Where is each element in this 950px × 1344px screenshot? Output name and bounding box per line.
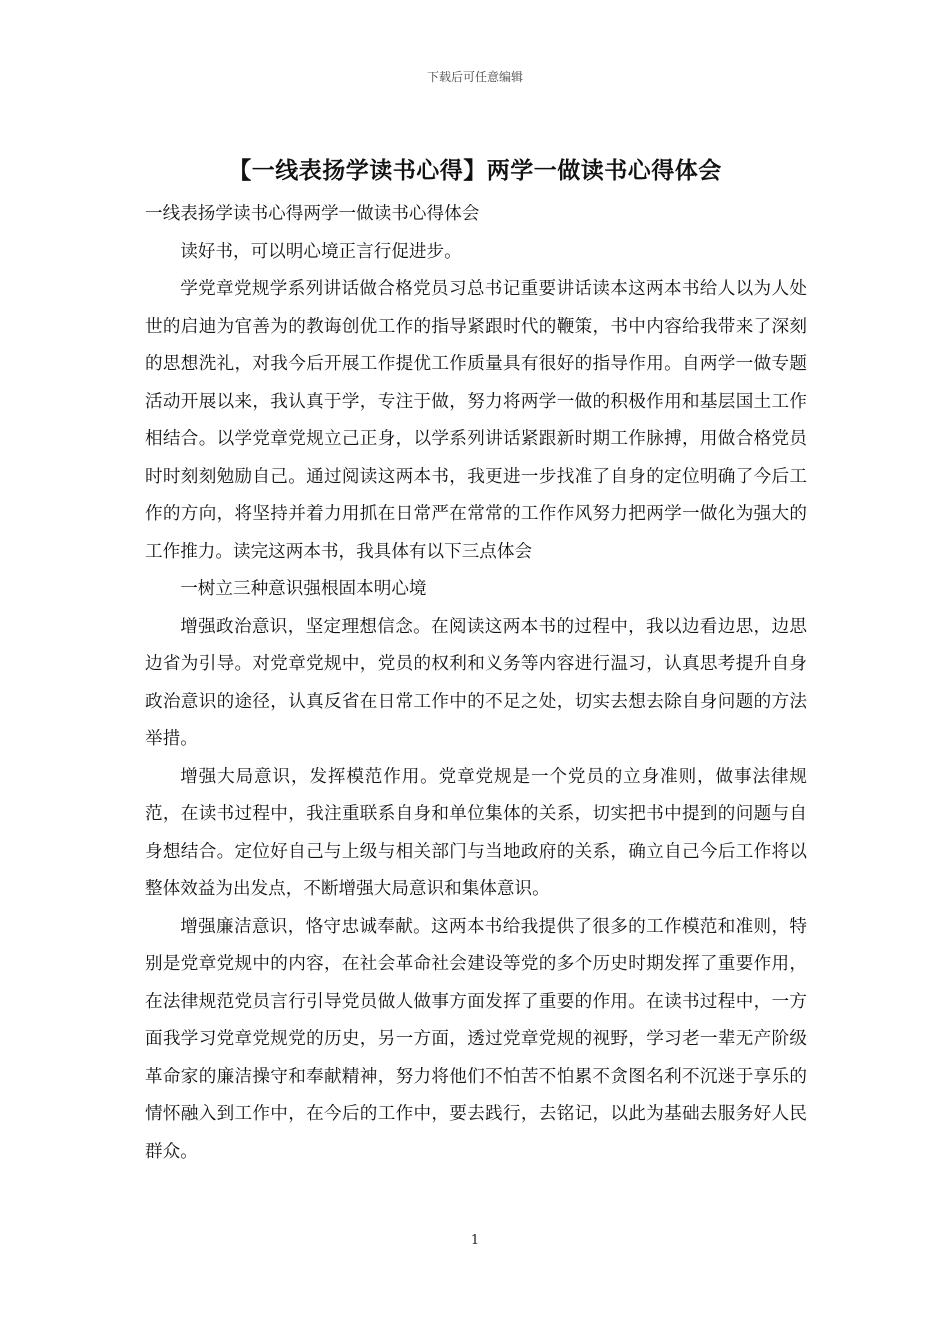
page-number: 1 [470,1233,480,1248]
document-title: 【一线表扬学读书心得】两学一做读书心得体会 [228,157,722,184]
document-body [145,196,807,1171]
body-paragraph: 增强廉洁意识，恪守忠诚奉献。这两本书给我提供了很多的工作模范和准则，特别是党章党规中的内容，在社会革命社会建设等党的多个历史时期发挥了重要作用，在法律规范党员言行引导党员做人做事方面发挥了重要的作用。在读书过程中，一方面我学习党章党规党的历史，另一方面，透过党章党规的视野，学习老一辈无产阶级革命家的廉洁操守和奉献精神，努力将他们不怕苦不怕累不贪图名利不沉迷于享乐的情怀融入到工作中，在今后的工作中，要去践行，去铭记，以此为基础去服务好人民群众。 [145,916,807,1162]
body-paragraph: 读好书，可以明心境正言行促进步。 [180,241,462,262]
subtitle-paragraph: 一线表扬学读书心得两学一做读书心得体会 [145,204,480,224]
section-heading: 一树立三种意识强根固本明心境 [180,579,427,599]
body-paragraph: 增强大局意识，发挥模范作用。党章党规是一个党员的立身准则，做事法律规范，在读书过程中，我注重联系自身和单位集体的关系，切实把书中提到的问题与自身想结合。定位好自己与上级与相关部门与当地政府的关系，确立自己今后工作将以整体效益为出发点，不断增强大局意识和集体意识。 [145,766,807,899]
body-paragraph: 学党章党规学系列讲话做合格党员习总书记重要讲话读本这两本书给人以为人处世的启迪为官善为的教诲创优工作的指导紧跟时代的鞭策，书中内容给我带来了深刻的思想洗礼，对我今后开展工作提优工作质量具有很好的指导作用。自两学一做专题活动开展以来，我认真于学，专注于做，努力将两学一做的积极作用和基层国土工作相结合。以学党章党规立己正身，以学系列讲话紧跟新时期工作脉搏，用做合格党员时时刻刻勉励自己。通过阅读这两本书，我更进一步找准了自身的定位明确了今后工作的方向，将坚持并着力用抓在日常严在常常的工作作风努力把两学一做化为强大的工作推力。读完这两本书，我具体有以下三点体会 [145,279,807,562]
body-paragraph: 增强政治意识，坚定理想信念。在阅读这两本书的过程中，我以边看边思，边思边省为引导。对党章党规中，党员的权利和义务等内容进行温习，认真思考提升自身政治意识的途径，认真反省在日常工作中的不足之处，切实去想去除自身问题的方法举措。 [145,616,807,749]
header-note: 下载后可任意编辑 [426,70,523,84]
